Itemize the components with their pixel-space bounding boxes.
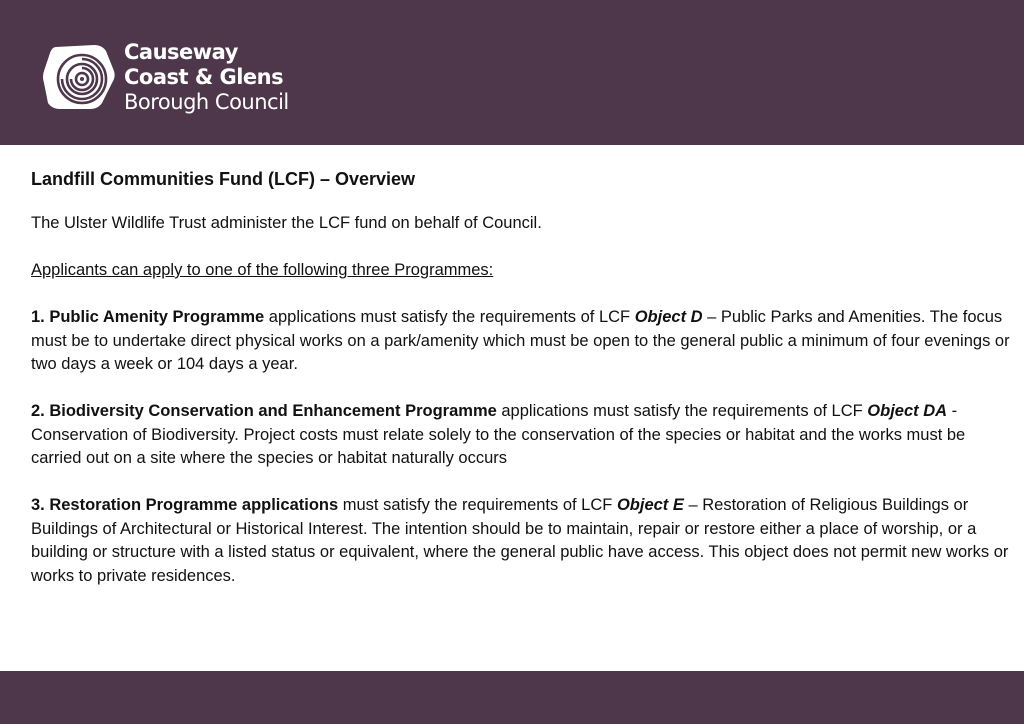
programme-3-object: Object E [616,496,684,514]
programme-1-text-a: applications must satisfy the requirements of LCF [264,308,635,326]
header-band [0,0,1024,145]
programme-2-paragraph [31,400,1011,471]
programme-2-text-b: - Conservation of Biodiversity. Project costs must relate solely to the conservation of the species or habitat and the works must be carried out on a site where the species or habitat naturally occurs [31,402,966,467]
programme-2-text-a: applications must satisfy the requirements of LCF [496,402,868,420]
logo-line-1: Causeway [124,40,238,64]
programme-3-text-a: must satisfy the requirements of LCF [338,496,617,514]
page-title: Landfill Communities Fund (LCF) – Overview [31,169,416,189]
programme-1-text-b: – Public Parks and Amenities. The focus must be to undertake direct physical works on a park/amenity which must be open to the general public a minimum of four evenings or two days a week or 104 days a year. [31,308,1010,373]
programmes-heading: Applicants can apply to one of the following three Programmes: [31,261,494,279]
programme-2-object: Object DA [867,402,948,420]
logo-wordmark [124,40,289,115]
logo-line-2: Coast & Glens [124,65,284,89]
footer-band [0,671,1024,724]
programme-1-name: 1. Public Amenity Programme [31,308,265,326]
spiral-shield-icon [42,43,116,111]
programme-1-paragraph [31,306,1011,377]
logo-line-3: Borough Council [124,90,289,114]
programme-1-object: Object D [634,308,703,326]
document-body [31,166,1011,588]
intro-text: The Ulster Wildlife Trust administer the LCF fund on behalf of Council. [31,214,542,232]
programme-3-text-b: – Restoration of Religious Buildings or Buildings of Architectural or Historical Interest. The intention should be to maintain, repair or restore either a place of worship, or a building or structure with a listed status or equivalent, where the general public have access. This object does not permit new works or works to private residences. [31,496,1009,585]
programme-2-name: 2. Biodiversity Conservation and Enhancement Programme [31,402,497,420]
programme-3-name: 3. Restoration Programme applications [31,496,339,514]
council-logo [42,40,302,120]
programme-3-paragraph [31,494,1011,588]
